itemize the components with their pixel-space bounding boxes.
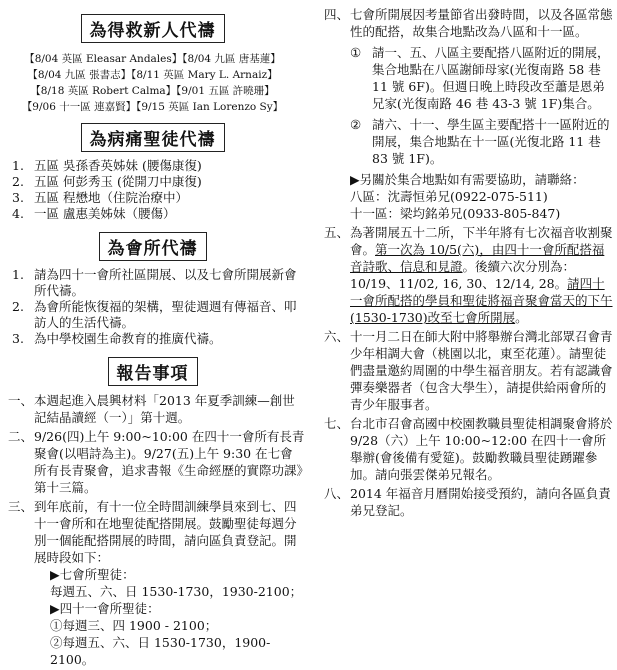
schedule-line: ①每週三、四 1900 - 2100； <box>50 618 218 633</box>
list-item: 2. 五區 何彭秀玉 (從開刀中康復) <box>12 174 202 189</box>
schedule-line: 每週五、六、日 1530-1730，1930-2100； <box>50 584 303 599</box>
list-item: 3. 為中學校園生命教育的推廣代禱。 <box>12 331 222 346</box>
list-item: 1. 五區 吳孫香英姊妹 (腰傷康復) <box>12 158 202 173</box>
underlined-text: 第一次為 10/5(六)，由四十一會所配搭福音詩歌、信息和見證 <box>350 242 605 274</box>
salvation-line: 【8/04 九區 張書志】【8/11 英區 Mary L. Arnaiz】 <box>27 69 278 81</box>
list-item: 1. 請為四十一會所社區開展、以及七會所開展新會所代禱。 <box>12 267 297 298</box>
schedule-line: ②每週五、六、日 1530-1730，1900-2100。 <box>50 635 271 667</box>
salvation-heading: 為得救新人代禱 <box>81 14 225 43</box>
list-item: 4. 一區 盧惠美姊妹（腰傷） <box>12 206 176 221</box>
report-list <box>0 392 305 668</box>
contact-line: 十一區：梁均銘弟兄(0933-805-847) <box>350 206 561 221</box>
report-item: 三、 到年底前，有十一位全時間訓練學員來到七、四十一會所和在地聖徒配搭開展。鼓勵聖徒每週分別一個能配搭開展的時間，請向區負責登記。開展時段如下： ▶七會所聖徒： 每週五、六、日 1530-1730，1930-2100； ▶四十一會所聖徒： ①每週三、四 1900 - 2100； ②每週五、六、日 1530-1730，1900-2100。 <box>0 498 305 668</box>
sub-item: ② 請六、十一、學生區主要配搭十一區附近的開展，集合地點在十一區(光復北路 11 巷 83 號 1F)。 <box>350 117 610 166</box>
report-item: 二、 9/26(四)上午 9:00~10:00 在四十一會所有長青聚會(以唱詩為主)。9/27(五)上午 9:30 在七會所有長青聚會，追求書報《生命經歷的實際功課》第十三篇。 <box>8 429 305 495</box>
report-list-continued <box>316 6 614 519</box>
salvation-line: 【8/18 英區 Robert Calma】【9/01 五區 許曉珊】 <box>30 85 275 97</box>
church-heading: 為會所代禱 <box>99 232 207 261</box>
list-item: 3. 五區 程懋地（住院治療中） <box>12 190 188 205</box>
list-item: 2. 為會所能恢復福的架構，聖徒週週有傳福音、叩訪人的生活代禱。 <box>12 299 297 330</box>
report-item: 七、 台北市召會高國中校園教職員聖徒相調聚會將於 9/28（六）上午 10:00~12:00 在四十一會所舉辦(會後備有愛筵)。鼓勵教職員聖徒踴躍參加。請向張雲傑弟兄報名。 <box>324 416 613 482</box>
schedule-line: ▶四十一會所聖徒： <box>50 601 160 616</box>
salvation-list <box>0 51 305 115</box>
report-heading: 報告事項 <box>108 357 198 386</box>
underlined-text: 請四十一會所配搭的學員和聖徒將福音聚會當天的下午(1530-1730)改至七會所開展 <box>350 276 613 325</box>
right-column <box>316 0 614 521</box>
report-item: 四、 七會所開展因考量節省出發時間，以及各區常態性的配搭，故集合地點改為八區和十一區。 ① 請一、五、八區主要配搭八區附近的開展，集合地點在八區謝師母家(光復南路 58 巷 11 號 6F)。但週日晚上時段改至蕭是恩弟兄家(光復南路 46 巷 43-3 號 1F)集合。 ② 請六、十一、學生區主要配搭十一區附近的開展，集合地點在十一區(光復北路 11 巷 83 號 1F)。 ▶另關於集合地點如有需要協助，請聯絡： 八區：沈壽恒弟兄(0922-075-511) 十一區：梁均銘弟兄(0933-805-847) <box>324 7 613 221</box>
left-column <box>0 0 305 670</box>
schedule-block <box>34 566 305 668</box>
report-item: 六、 十一月二日在師大附中將舉辦台灣北部眾召會青少年相調大會（桃園以北，東至花蓮）。請聖徒們盡量邀約周圍的中學生福音朋友。若有認識會彈奏樂器者（包含大學生），請提供給兩會所的青少年服事者。 <box>324 329 613 412</box>
contact-line: 八區：沈壽恒弟兄(0922-075-511) <box>350 189 548 204</box>
schedule-line: ▶七會所聖徒： <box>50 567 135 582</box>
report-item: 一、 本週起進入晨興材料「2013 年夏季訓練—創世記結晶讀經（一）」第十週。 <box>8 393 295 425</box>
sick-list <box>0 158 305 222</box>
report-item: 八、 2014 年福音月曆開始接受預約，請向各區負責弟兄登記。 <box>324 486 611 518</box>
report-item: 五、 為著開展五十二所，下半年將有七次福音收割聚會。第一次為 10/5(六)，由四十一會所配搭福音詩歌、信息和見證。後續六次分別為：10/19、11/02, 16, 30、12/14, 28。請四十一會所配搭的學員和聖徒將福音聚會當天的下午(1530-1730)改至七會所開展。 <box>324 225 613 325</box>
sub-item: ① 請一、五、八區主要配搭八區附近的開展，集合地點在八區謝師母家(光復南路 58 巷 11 號 6F)。但週日晚上時段改至蕭是恩弟兄家(光復南路 46 巷 43-3 號 1F)集合。 <box>350 45 610 111</box>
sick-heading: 為病痛聖徒代禱 <box>81 123 225 152</box>
contact-intro: ▶另關於集合地點如有需要協助，請聯絡： <box>350 172 585 187</box>
salvation-line: 【9/06 十一區 連嘉賢】【9/15 英區 Ian Lorenzo Sy】 <box>21 101 284 113</box>
salvation-line: 【8/04 英區 Eleasar Andales】【8/04 九區 唐基蓮】 <box>24 53 281 65</box>
church-list <box>0 267 305 347</box>
